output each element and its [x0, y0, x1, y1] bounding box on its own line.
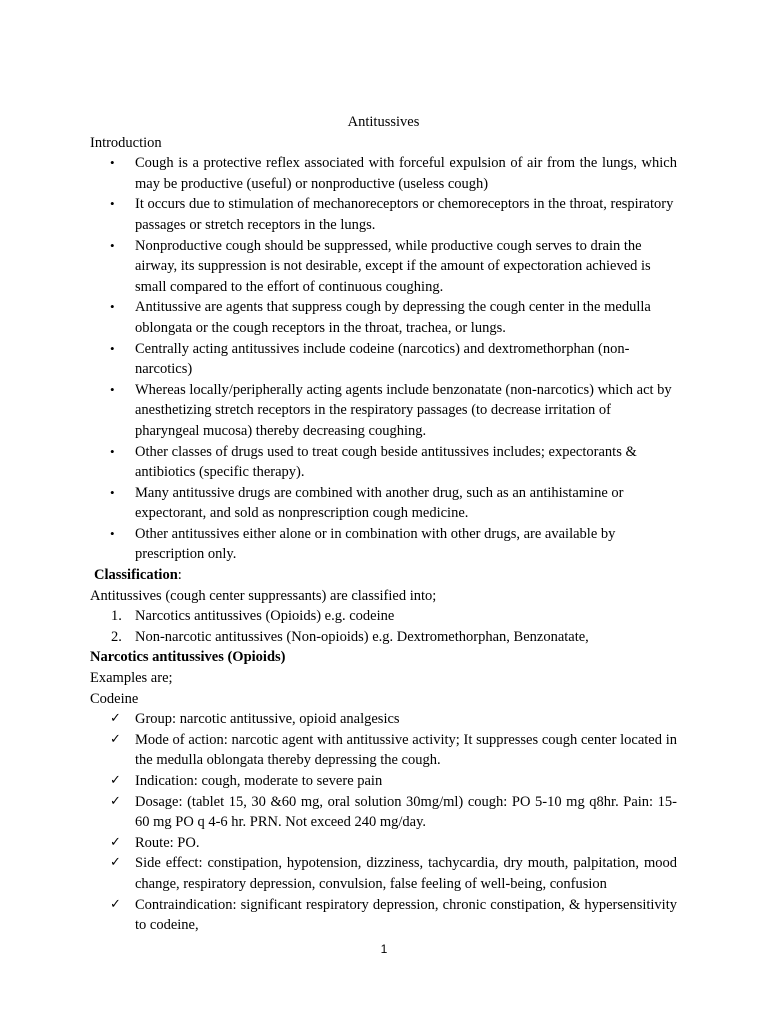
bullet-icon: • — [110, 299, 115, 315]
checkmark-icon: ✓ — [110, 793, 121, 809]
list-item-text: Cough is a protective reflex associated with forceful expulsion of air from the lungs, which may be productive (useful) or nonproductive (useless cough) — [135, 155, 677, 192]
list-item — [90, 380, 677, 442]
list-item — [90, 895, 677, 936]
bullet-icon: • — [110, 443, 115, 459]
checkmark-icon: ✓ — [110, 834, 121, 850]
list-item — [90, 483, 677, 524]
bullet-icon: • — [110, 340, 115, 356]
document-body — [90, 112, 677, 936]
list-item-text: Centrally acting antitussives include codeine (narcotics) and dextromethorphan (non-narcotics) — [135, 340, 630, 378]
list-item — [90, 297, 677, 338]
list-item — [90, 771, 677, 792]
list-item — [90, 792, 677, 833]
list-item-text: It occurs due to stimulation of mechanoreceptors or chemoreceptors in the throat, respiratory passages or stretch receptors in the lungs. — [135, 196, 674, 233]
list-item — [90, 236, 677, 298]
list-item — [90, 442, 677, 483]
bullet-icon: • — [110, 196, 115, 212]
list-item-text: Side effect: constipation, hypotension, dizziness, tachycardia, dry mouth, palpitation, mood change, respiratory depression, convulsion, false feeling of well-being, confusion — [135, 855, 677, 892]
list-item-text: Indication: cough, moderate to severe pain — [135, 773, 383, 789]
bullet-icon: • — [110, 155, 115, 171]
list-item-text: Many antitussive drugs are combined with another drug, such as an antihistamine or expectorant, and sold as nonprescription cough medicine. — [135, 484, 624, 522]
checkmark-icon: ✓ — [110, 773, 121, 788]
classification-heading: Classification — [94, 567, 178, 584]
classification-heading-line — [90, 565, 677, 586]
list-number: 1. — [111, 608, 122, 625]
list-number: 2. — [111, 628, 122, 645]
list-item-text: Route: PO. — [135, 834, 200, 851]
classification-colon: : — [177, 567, 182, 584]
classification-list — [90, 606, 677, 647]
list-item — [90, 853, 677, 894]
list-item — [90, 833, 677, 854]
bullet-icon: • — [110, 525, 115, 541]
list-item-text: Whereas locally/peripherally acting agents include benzonatate (non-narcotics) which act by anesthetizing stretch receptors in the respiratory passages (to decrease irritation of pharyngeal mucosa) thereby decreasing coughing. — [135, 381, 672, 439]
checkmark-icon: ✓ — [110, 731, 121, 747]
bullet-icon: • — [110, 484, 115, 500]
list-item-text: Group: narcotic antitussive, opioid analgesics — [135, 711, 400, 728]
list-item — [90, 194, 677, 235]
list-item-text: Narcotics antitussives (Opioids) e.g. codeine — [135, 608, 395, 625]
list-item — [90, 627, 677, 648]
codeine-heading: Codeine — [90, 690, 139, 707]
checkmark-icon: ✓ — [110, 711, 121, 727]
document-title: Antitussives — [347, 114, 420, 130]
list-item — [90, 709, 677, 730]
list-item — [90, 606, 677, 627]
introduction-heading: Introduction — [90, 134, 162, 151]
list-item-text: Other classes of drugs used to treat cough beside antitussives includes; expectorants & antibiotics (specific therapy). — [135, 443, 637, 481]
bullet-icon: • — [110, 237, 115, 253]
narcotics-heading: Narcotics antitussives (Opioids) — [90, 649, 286, 666]
classification-intro: Antitussives (cough center suppressants) are classified into; — [90, 587, 437, 604]
checkmark-icon: ✓ — [110, 855, 121, 871]
list-item — [90, 730, 677, 771]
codeine-check-list — [90, 709, 677, 936]
list-item — [90, 153, 677, 194]
list-item — [90, 339, 677, 380]
bullet-icon: • — [110, 381, 115, 397]
list-item-text: Mode of action: narcotic agent with antitussive activity; It suppresses cough center located in the medulla oblongata thereby depressing the cough. — [135, 731, 677, 769]
list-item-text: Other antitussives either alone or in combination with other drugs, are available by prescription only. — [135, 525, 616, 563]
list-item-text: Antitussive are agents that suppress cough by depressing the cough center in the medulla oblongata or the cough receptors in the throat, trachea, or lungs. — [135, 299, 651, 336]
list-item-text: Dosage: (tablet 15, 30 &60 mg, oral solution 30mg/ml) cough: PO 5-10 mg q8hr. Pain: 15-60 mg PO q 4-6 hr. PRN. Not exceed 240 mg/day. — [135, 793, 677, 831]
list-item-text: Contraindication: significant respiratory depression, chronic constipation, & hypersensitivity to codeine, — [135, 896, 677, 934]
list-item-text: Nonproductive cough should be suppressed, while productive cough serves to drain the airway, its suppression is not desirable, except if the amount of expectoration achieved is small compared to the effort of continuous coughing. — [135, 237, 651, 295]
page-number: 1 — [380, 942, 388, 956]
intro-bullet-list — [90, 153, 677, 565]
checkmark-icon: ✓ — [110, 896, 121, 912]
list-item-text: Non-narcotic antitussives (Non-opioids) e.g. Dextromethorphan, Benzonatate, — [135, 628, 589, 645]
list-item — [90, 524, 677, 565]
examples-line: Examples are; — [90, 670, 173, 687]
